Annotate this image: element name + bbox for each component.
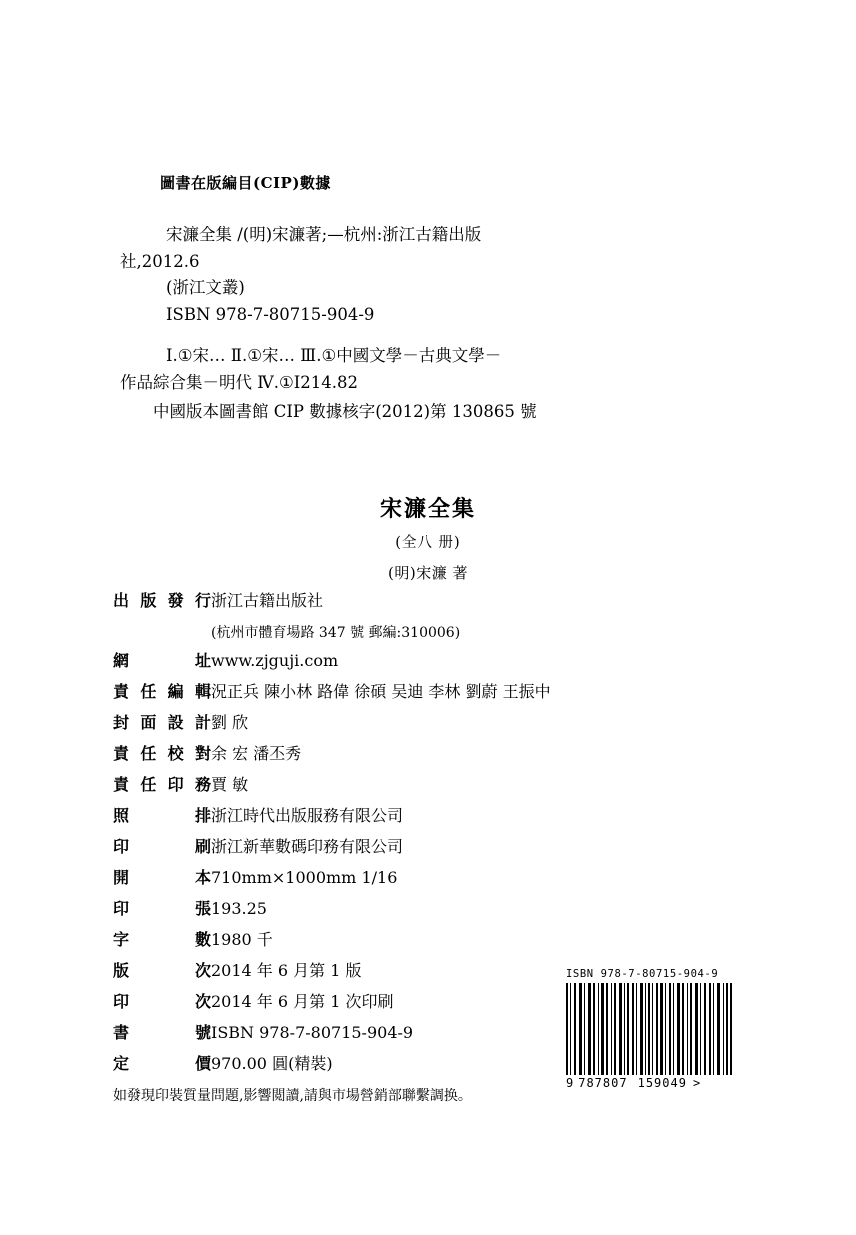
cip-line-2: 社,2012.6	[120, 251, 200, 271]
row-label: 照 排	[113, 806, 211, 825]
row-value: 1980 千	[211, 930, 273, 949]
colophon-row	[113, 588, 793, 619]
row-value: 2014 年 6 月第 1 版	[211, 961, 362, 980]
row-label: 出 版 發 行	[113, 591, 211, 610]
cip-classification-2: 作品綜合集－明代 Ⅳ.①I214.82	[120, 372, 359, 392]
row-label: 印 張	[113, 899, 211, 918]
cip-body	[120, 222, 640, 396]
row-label: 定 價	[113, 1054, 211, 1073]
cip-registry-number: 中國版本圖書館 CIP 數據核字(2012)第 130865 號	[153, 402, 537, 421]
price-value: 970.00 圓(精裝)	[211, 1054, 333, 1073]
row-value: 劉 欣	[211, 713, 249, 732]
colophon-row	[113, 803, 793, 834]
row-label: 責 任 編 輯	[113, 682, 211, 701]
cip-classification-1: Ⅰ.①宋… Ⅱ.①宋… Ⅲ.①中國文學－古典文學－	[166, 345, 502, 365]
colophon-row	[113, 710, 793, 741]
colophon-row	[113, 679, 793, 710]
row-label: 網 址	[113, 651, 211, 670]
page-title: 宋濂全集	[379, 497, 476, 522]
row-label: 字 數	[113, 930, 211, 949]
row-value: 況正兵 陳小林 路偉 徐碩 吴迪 李林 劉蔚 王振中	[211, 682, 551, 701]
row-value: 賈 敏	[211, 775, 249, 794]
row-label: 印 刷	[113, 837, 211, 856]
colophon-row	[113, 865, 793, 896]
quality-note: 如發現印裝質量問題,影響閲讀,請與市場營銷部聯繫調换。	[113, 1088, 472, 1104]
row-value: 浙江時代出版服務有限公司	[211, 806, 404, 825]
row-value: 余 宏 潘丕秀	[211, 744, 302, 763]
barcode-lead-digit: 9	[566, 1076, 575, 1090]
volume-count: (全八 册)	[395, 535, 461, 551]
colophon-row	[113, 927, 793, 958]
barcode-tail: >	[692, 1076, 702, 1090]
row-label: 書 號	[113, 1023, 211, 1042]
cip-line-3: (浙江文叢)	[166, 278, 245, 298]
website-value[interactable]: www.zjguji.com	[211, 651, 339, 670]
barcode-group-1: 787807	[578, 1076, 628, 1090]
row-label: 開 本	[113, 868, 211, 887]
row-label: 封 面 設 計	[113, 713, 211, 732]
barcode-digits	[566, 1076, 738, 1090]
book-author: (明)宋濂 著	[388, 564, 468, 582]
cip-line-1: 宋濂全集 /(明)宋濂著;—杭州:浙江古籍出版	[166, 225, 482, 244]
publisher-address: (杭州市體育場路 347 號 郵編:310006)	[211, 625, 461, 641]
cip-isbn-line: ISBN 978-7-80715-904-9	[166, 305, 375, 325]
row-label: 責 任 校 對	[113, 744, 211, 763]
cip-heading: 圖書在版編目(CIP)數據	[160, 174, 331, 192]
isbn-value: ISBN 978-7-80715-904-9	[211, 1023, 414, 1042]
colophon-row	[113, 772, 793, 803]
barcode-isbn-text: ISBN 978-7-80715-904-9	[566, 968, 719, 980]
row-value: 710mm×1000mm 1/16	[211, 868, 398, 887]
colophon-row	[113, 834, 793, 865]
row-value: 2014 年 6 月第 1 次印刷	[211, 992, 394, 1011]
row-label: 責 任 印 務	[113, 775, 211, 794]
colophon-row	[113, 741, 793, 772]
row-value: 浙江新華數碼印務有限公司	[211, 837, 404, 856]
row-value: 浙江古籍出版社	[211, 591, 324, 610]
barcode	[566, 968, 738, 1090]
row-label: 印 次	[113, 992, 211, 1011]
barcode-bars	[566, 983, 732, 1075]
barcode-group-2: 159049	[637, 1076, 687, 1090]
row-label: 版 次	[113, 961, 211, 980]
row-value: 193.25	[211, 899, 267, 918]
cip-spacer	[120, 329, 640, 343]
colophon-row	[113, 648, 793, 679]
colophon-row	[113, 896, 793, 927]
